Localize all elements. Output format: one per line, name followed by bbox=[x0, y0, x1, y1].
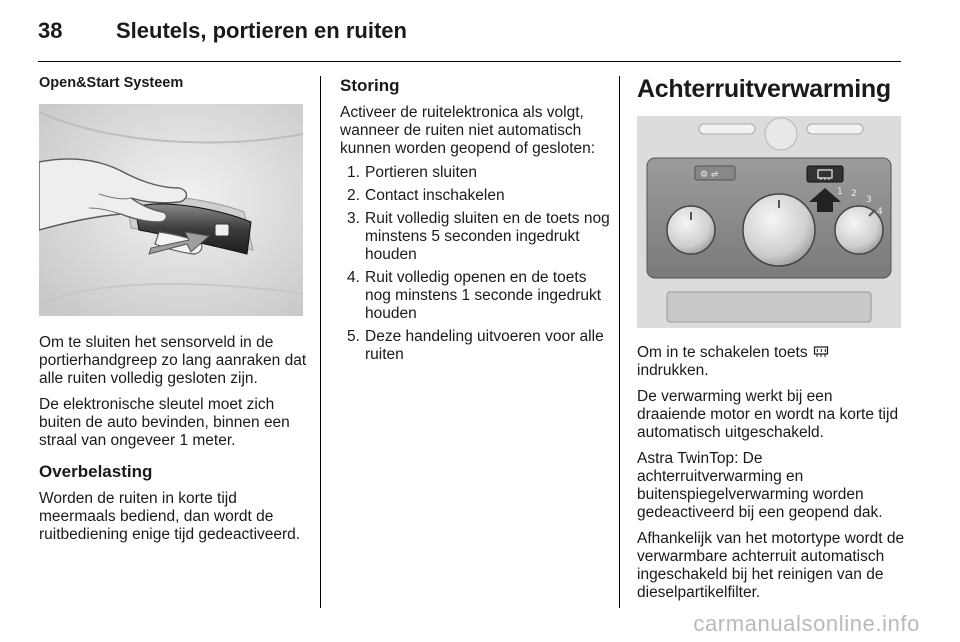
paragraph-diesel-filter: Afhankelijk van het motortype wordt de verwarmbare achterruit automatisch ingeschakeld bij het reinigen van de dieselpartikelfilter. bbox=[637, 530, 905, 601]
section-heading-rear-heating: Achterruitverwarming bbox=[637, 75, 891, 103]
step-number: 4. bbox=[347, 269, 360, 286]
step-number: 2. bbox=[347, 187, 360, 204]
step-number: 1. bbox=[347, 164, 360, 181]
column-divider-2 bbox=[619, 76, 620, 608]
rear-window-heating-icon bbox=[813, 346, 829, 358]
paragraph-close: Om te sluiten het sensorveld in de portierhandgreep zo lang aanraken dat alle ruiten volledig gesloten zijn. bbox=[39, 334, 307, 387]
knob-number: 1 bbox=[837, 187, 843, 197]
subheading-overbelasting: Overbelasting bbox=[39, 462, 153, 481]
climate-control-figure bbox=[637, 116, 901, 328]
steps-list bbox=[340, 164, 610, 364]
step-text: Ruit volledig openen en de toets nog minstens 1 seconde ingedrukt houden bbox=[365, 269, 602, 322]
column-1 bbox=[39, 74, 307, 552]
knob-number: 4 bbox=[877, 207, 883, 217]
paragraph-overload: Worden de ruiten in korte tijd meermaals bediend, dan wordt de ruitbediening enige tijd gedeactiveerd. bbox=[39, 490, 301, 543]
column-divider-1 bbox=[320, 76, 321, 608]
paragraph-switch-on bbox=[637, 344, 905, 380]
list-item bbox=[340, 328, 610, 364]
step-number: 5. bbox=[347, 328, 360, 345]
watermark: carmanualsonline.info bbox=[693, 611, 920, 636]
page-title: Sleutels, portieren en ruiten bbox=[116, 18, 407, 43]
paragraph-key-range: De elektronische sleutel moet zich buiten de auto bevinden, binnen een straal van ongeveer 1 meter. bbox=[39, 396, 290, 449]
list-item bbox=[340, 269, 610, 323]
step-text: Contact inschakelen bbox=[365, 187, 505, 204]
instruction-text-end: indrukken. bbox=[637, 362, 709, 379]
knob-number: 2 bbox=[851, 189, 857, 199]
column-3 bbox=[637, 74, 905, 610]
instruction-text: Om in te schakelen toets bbox=[637, 344, 808, 361]
page-number: 38 bbox=[38, 18, 63, 43]
list-item bbox=[340, 164, 610, 182]
paragraph-heating-motor: De verwarming werkt bij een draaiende motor en wordt na korte tijd automatisch uitgeschakeld. bbox=[637, 388, 899, 441]
knob-number: 3 bbox=[866, 195, 872, 205]
door-handle-figure bbox=[39, 104, 303, 316]
step-text: Deze handeling uitvoeren voor alle ruiten bbox=[365, 328, 604, 363]
list-item bbox=[340, 210, 610, 264]
list-item bbox=[340, 187, 610, 205]
step-number: 3. bbox=[347, 210, 360, 227]
subheading-storing: Storing bbox=[340, 76, 400, 95]
column-2 bbox=[340, 74, 610, 369]
header-divider bbox=[38, 61, 901, 62]
section-heading-open-start: Open&Start Systeem bbox=[39, 75, 184, 91]
paragraph-twintop: Astra TwinTop: De achterruitverwarming en buitenspiegelverwarming worden gedeactiveerd bij een geopend dak. bbox=[637, 450, 883, 521]
step-text: Ruit volledig sluiten en de toets nog minstens 5 seconden ingedrukt houden bbox=[365, 210, 610, 263]
paragraph-storing-intro: Activeer de ruitelektronica als volgt, wanneer de ruiten niet automatisch kunnen worden geopend of gesloten: bbox=[340, 104, 596, 157]
step-text: Portieren sluiten bbox=[365, 164, 478, 181]
svg-text:⚙ ⇌: ⚙ ⇌ bbox=[700, 170, 719, 180]
